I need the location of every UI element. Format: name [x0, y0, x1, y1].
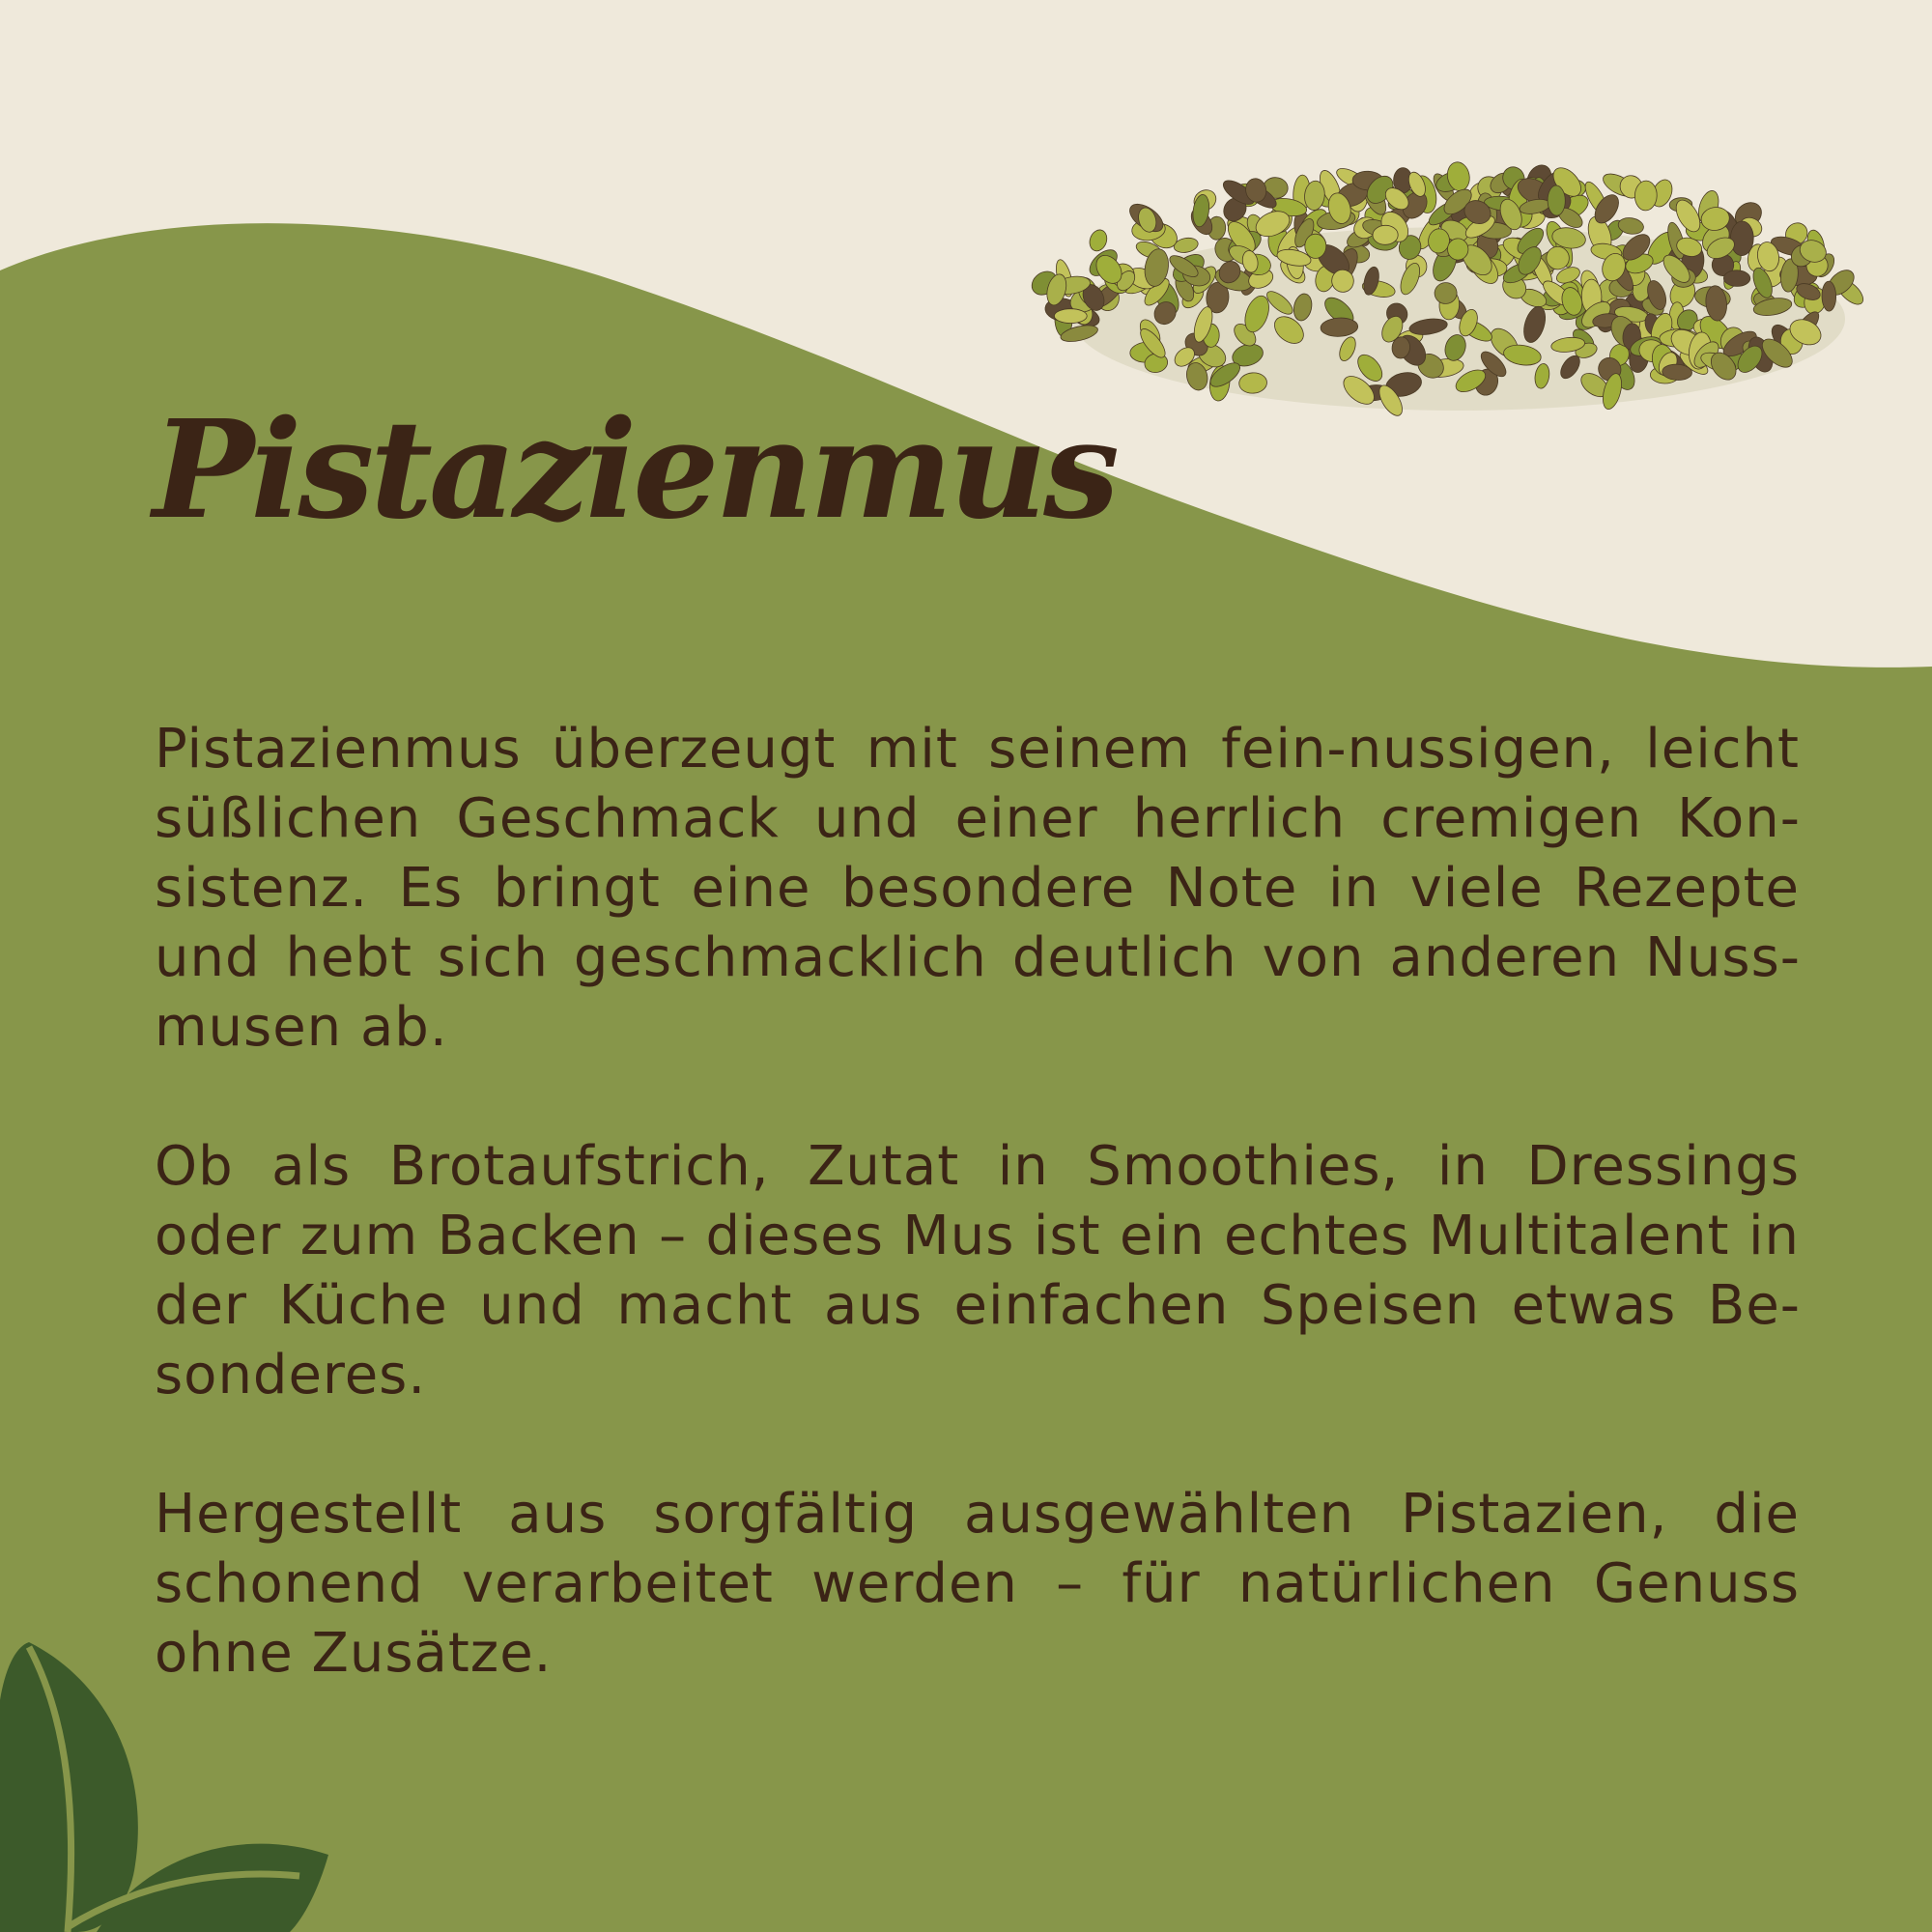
description: [155, 715, 1800, 1758]
pistachio-pile-image: [995, 116, 1903, 464]
description-paragraph: Pistazienmus überzeugt mit seinem fein-nussigen, leicht süßlichen Geschmack und einer herrlich cremigen Konsistenz. Es bringt eine besondere Note in viele Rezepte und hebt sich geschmacklich deutlich von anderen Nussmusen ab.: [155, 718, 1800, 1059]
description-paragraph: Ob als Brotaufstrich, Zutat in Smoothies, in Dressings oder zum Backen – dieses Mus ist ein echtes Multitalent in der Küche und macht aus einfachen Speisen etwas Besonderes.: [155, 1135, 1800, 1406]
page-title: Pistazienmus: [153, 391, 1116, 550]
description-paragraph: Hergestellt aus sorgfältig ausgewählten Pistazien, die schonend verarbeitet werden – für natürlichen Genuss ohne Zusätze.: [155, 1483, 1800, 1685]
